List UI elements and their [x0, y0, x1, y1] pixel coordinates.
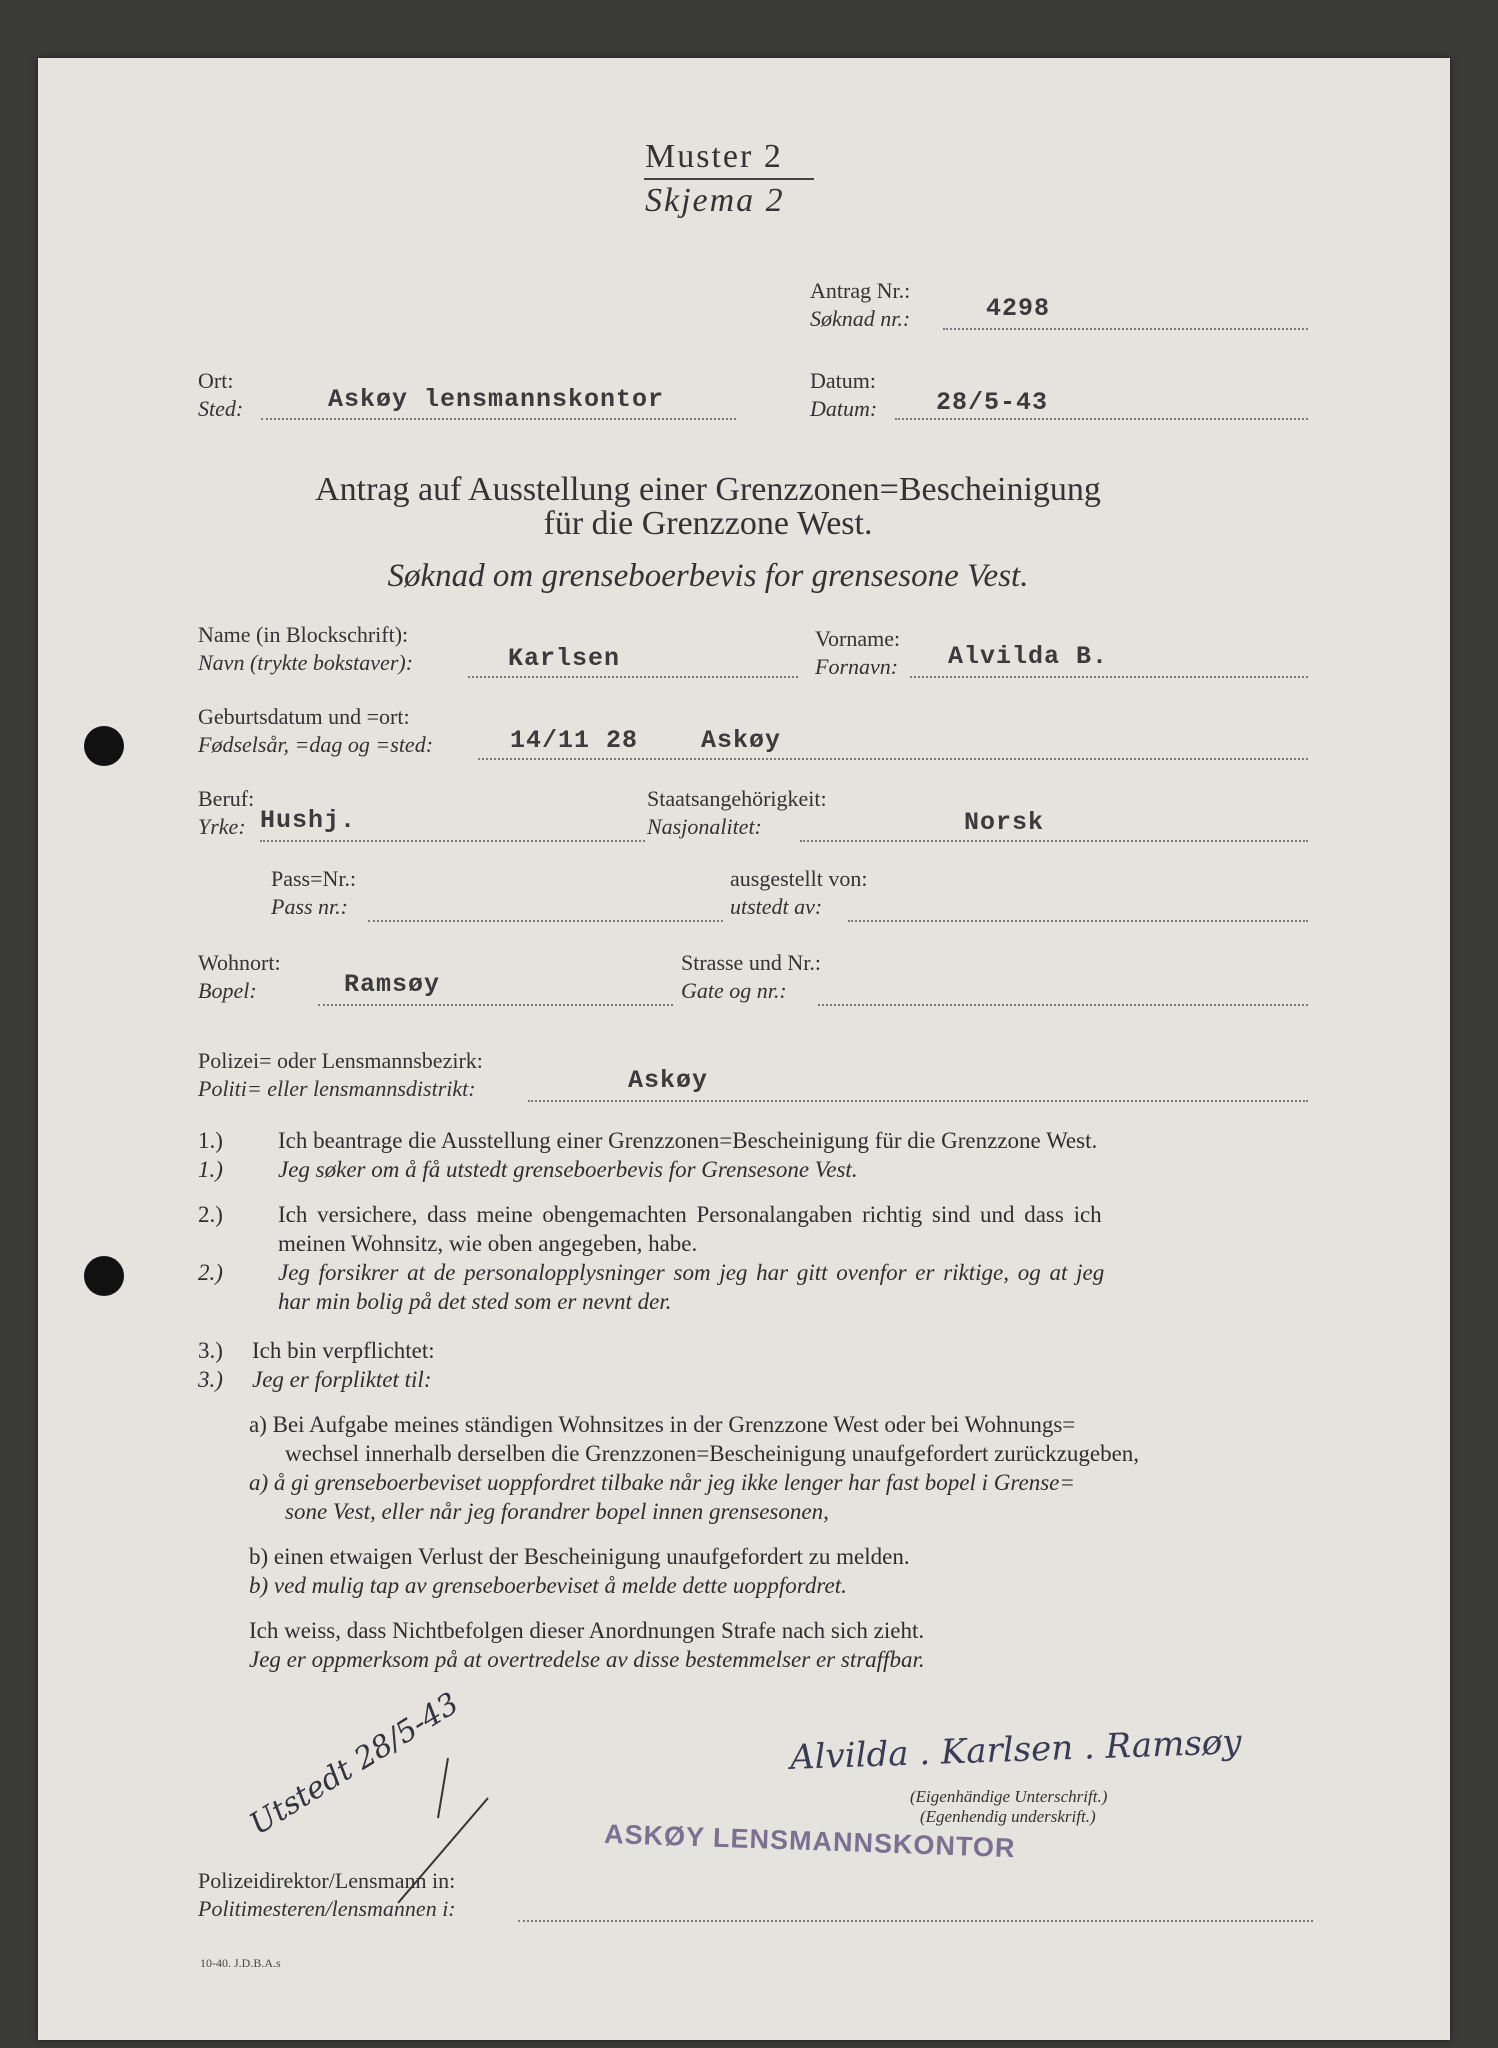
decl-1-num-de: 1.) [198, 1128, 223, 1153]
name-label-no: Navn (trykte bokstaver): [198, 650, 414, 675]
title-line3: Søknad om grenseboerbevis for grensesone Vest. [387, 558, 1029, 594]
antrag-line [943, 328, 1308, 330]
decl-3-de: Ich bin verpflichtet: [252, 1338, 435, 1363]
geburt-place: Askøy [701, 726, 782, 755]
decl-1-num-no: 1.) [198, 1157, 223, 1182]
print-code: 10-40. J.D.B.A.s [200, 1956, 281, 1970]
bezirk-value: Askøy [628, 1066, 709, 1095]
decl-warning-de: Ich weiss, dass Nichtbefolgen dieser Anordnungen Strafe nach sich zieht. [249, 1618, 925, 1643]
decl-3-num-no: 3.) [198, 1367, 223, 1392]
staat-value: Norsk [964, 808, 1045, 837]
pass-label-de: Pass=Nr.: [271, 866, 357, 891]
footer-label-de: Polizeidirektor/Lensmann in: [198, 1868, 456, 1893]
wohnort-value: Ramsøy [344, 970, 441, 999]
handwritten-annotation: Utstedt 28/5-43 [243, 1685, 465, 1843]
decl-3-no: Jeg er forpliktet til: [252, 1367, 432, 1392]
form-page [38, 58, 1450, 2040]
decl-2-no-b: har min bolig på det sted som er nevnt der. [278, 1289, 672, 1314]
punch-hole-top [84, 726, 124, 766]
geburt-label-no: Fødselsår, =dag og =sted: [198, 732, 434, 757]
footer-line [518, 1920, 1313, 1922]
beruf-label-de: Beruf: [198, 786, 255, 811]
datum-line [895, 418, 1308, 420]
ort-label-no: Sted: [198, 396, 244, 421]
decl-b-no: b) ved mulig tap av grenseboerbeviset å melde dette uoppfordret. [249, 1573, 847, 1598]
decl-2-no-a: Jeg forsikrer at de personalopplysninger som jeg har gitt ovenfor er riktige, og at jeg [278, 1260, 1105, 1285]
geburt-line [478, 758, 1308, 760]
signature-label-de: (Eigenhändige Unterschrift.) [910, 1787, 1108, 1806]
geburt-label-de: Geburtsdatum und =ort: [198, 704, 410, 729]
strasse-label-no: Gate og nr.: [681, 978, 787, 1003]
bezirk-label-no: Politi= eller lensmannsdistrikt: [198, 1076, 476, 1101]
pass-label-no: Pass nr.: [271, 894, 349, 919]
datum-label-no: Datum: [810, 396, 878, 421]
antrag-label-no: Søknad nr.: [810, 306, 911, 331]
decl-b-de: b) einen etwaigen Verlust der Bescheinigung unaufgefordert zu melden. [249, 1544, 910, 1569]
header-rule [644, 178, 814, 180]
datum-label-de: Datum: [810, 368, 876, 393]
wohnort-label-no: Bopel: [198, 978, 257, 1003]
pass-line [368, 920, 723, 922]
footer-label-no: Politimesteren/lensmannen i: [198, 1896, 456, 1921]
antrag-value: 4298 [986, 294, 1051, 323]
vorname-line [910, 676, 1308, 678]
beruf-label-no: Yrke: [198, 814, 246, 839]
strasse-label-de: Strasse und Nr.: [681, 950, 821, 975]
decl-1-de: Ich beantrage die Ausstellung einer Grenzzonen=Bescheinigung für die Grenzzone West. [278, 1128, 1098, 1153]
antrag-label-de: Antrag Nr.: [810, 278, 911, 303]
decl-a-no-2: sone Vest, eller når jeg forandrer bopel innen grensesonen, [285, 1499, 829, 1524]
signature-label-no: (Egenhendig underskrift.) [920, 1807, 1096, 1826]
punch-hole-bottom [84, 1256, 124, 1296]
ausgestellt-line [848, 920, 1308, 922]
header-muster: Muster 2 [645, 138, 783, 175]
name-line [468, 676, 798, 678]
ort-label-de: Ort: [198, 368, 234, 393]
ausgestellt-label-no: utstedt av: [730, 894, 823, 919]
header-skjema: Skjema 2 [645, 182, 785, 219]
decl-a-de-1: a) Bei Aufgabe meines ständigen Wohnsitzes in der Grenzzone West oder bei Wohnungs= [249, 1412, 1076, 1437]
title-line1: Antrag auf Ausstellung einer Grenzzonen=Bescheinigung [315, 471, 1101, 508]
staat-label-no: Nasjonalitet: [647, 814, 762, 839]
decl-warning-no: Jeg er oppmerksom på at overtredelse av disse bestemmelser er straffbar. [249, 1647, 925, 1672]
title-line2: für die Grenzzone West. [543, 505, 873, 542]
staat-label-de: Staatsangehörigkeit: [647, 786, 827, 811]
bezirk-label-de: Polizei= oder Lensmannsbezirk: [198, 1048, 483, 1073]
beruf-line [260, 840, 645, 842]
name-value: Karlsen [508, 644, 621, 673]
handwritten-signature: Alvilda . Karlsen . Ramsøy [789, 1722, 1243, 1778]
name-label-de: Name (in Blockschrift): [198, 622, 409, 647]
vorname-label-no: Fornavn: [815, 654, 899, 679]
wohnort-label-de: Wohnort: [198, 950, 281, 975]
vorname-label-de: Vorname: [815, 626, 901, 651]
vorname-value: Alvilda B. [948, 642, 1109, 671]
decl-1-no: Jeg søker om å få utstedt grenseboerbevis for Grensesone Vest. [278, 1157, 858, 1182]
strasse-line [818, 1004, 1308, 1006]
bezirk-line [528, 1100, 1308, 1102]
decl-a-no-1: a) å gi grenseboerbeviset uoppfordret tilbake når jeg ikke lenger har fast bopel i Grense= [249, 1470, 1075, 1495]
decl-2-de-a: Ich versichere, dass meine obengemachten Personalangaben richtig sind und dass ich [278, 1202, 1102, 1227]
decl-3-num-de: 3.) [198, 1338, 223, 1363]
ort-value: Askøy lensmannskontor [328, 385, 665, 414]
decl-a-de-2: wechsel innerhalb derselben die Grenzzonen=Bescheinigung unaufgefordert zurückzugeben, [285, 1441, 1140, 1466]
staat-line [800, 840, 1308, 842]
geburt-date: 14/11 28 [510, 726, 639, 755]
decl-2-de-b: meinen Wohnsitz, wie oben angegeben, habe. [278, 1231, 698, 1256]
ausgestellt-label-de: ausgestellt von: [730, 866, 868, 891]
office-stamp: ASKØY LENSMANNSKONTOR [603, 1818, 1016, 1864]
decl-2-num-no: 2.) [198, 1260, 223, 1285]
beruf-value: Hushj. [260, 806, 357, 835]
wohnort-line [318, 1004, 673, 1006]
decl-2-num-de: 2.) [198, 1202, 223, 1227]
datum-value: 28/5-43 [936, 388, 1049, 417]
ort-line [261, 418, 736, 420]
